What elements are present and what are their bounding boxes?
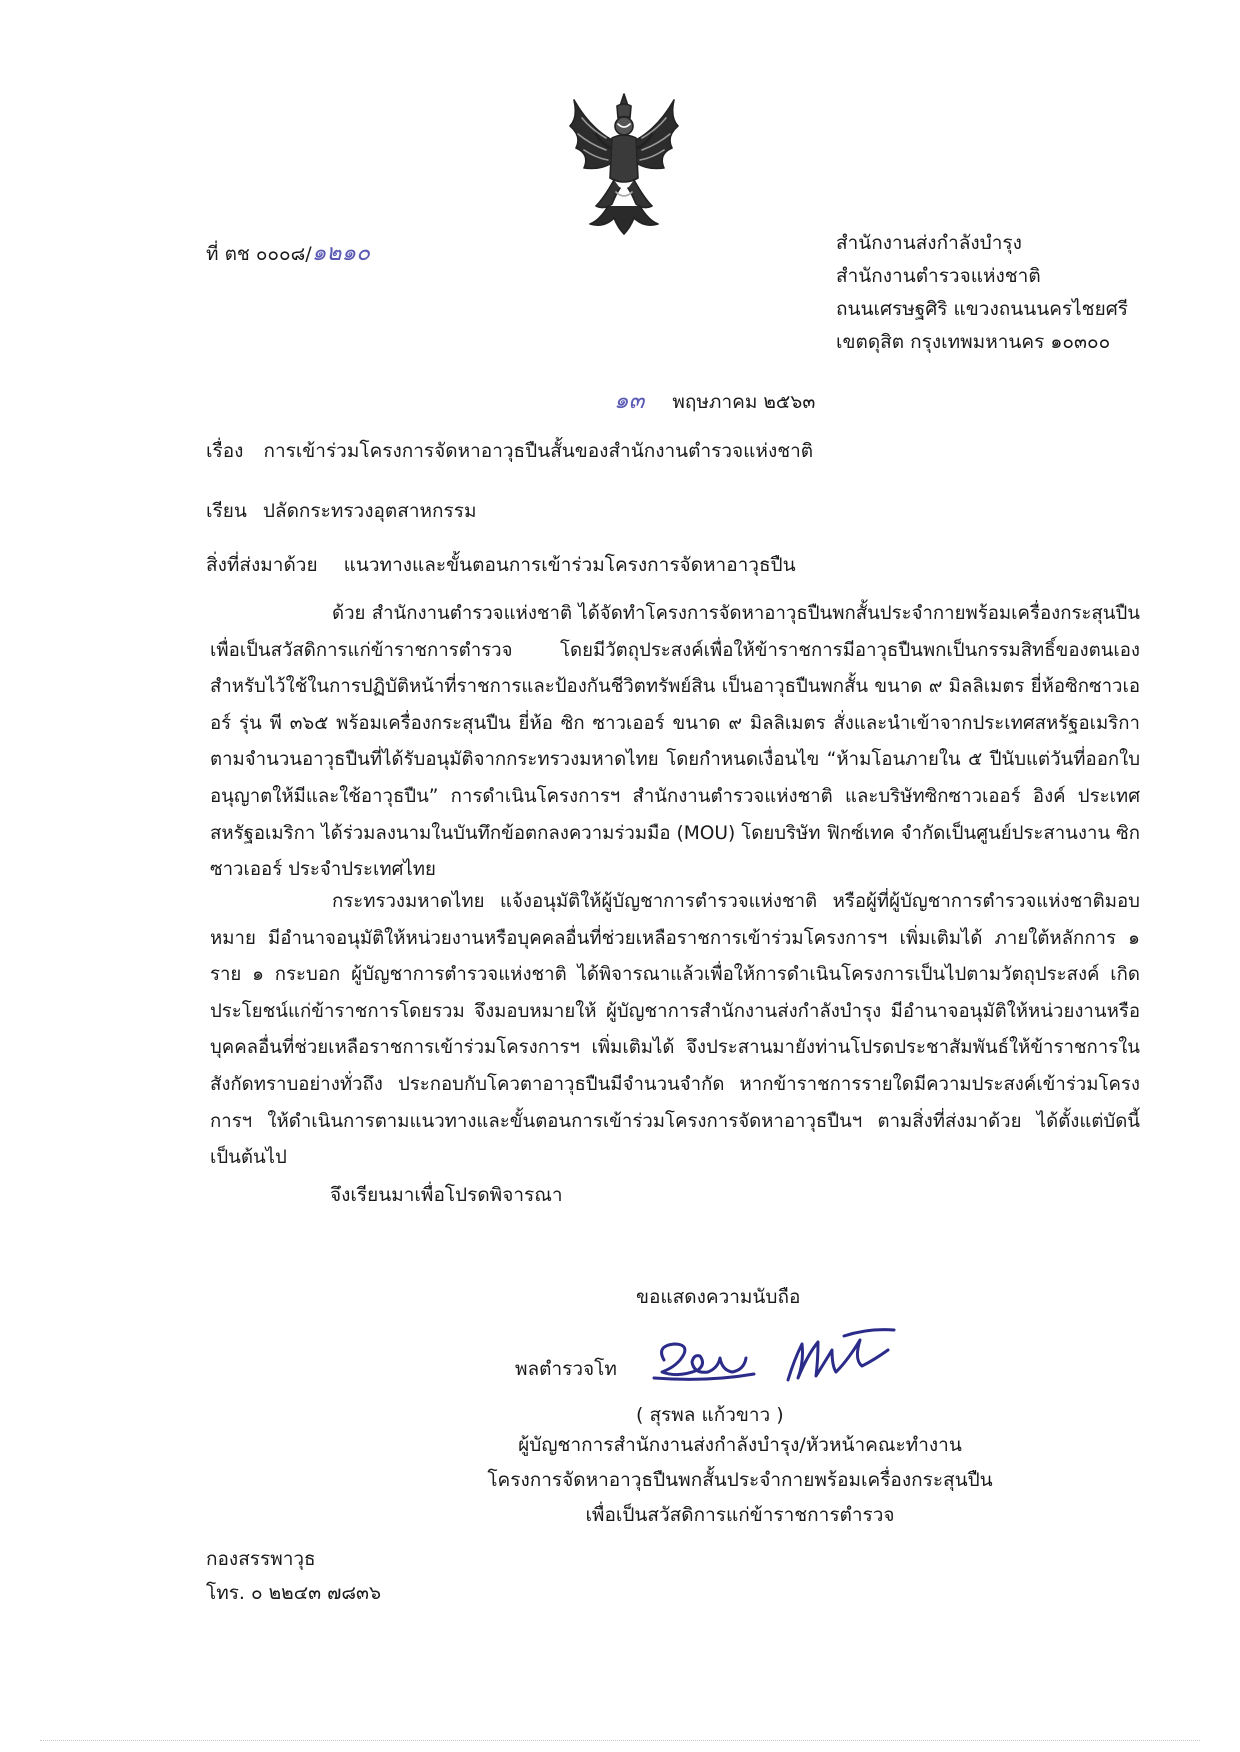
- salutation-line: [206, 500, 477, 522]
- subject-text: การเข้าร่วมโครงการจัดหาอาวุธปืนสั้นของสำนักงานตำรวจแห่งชาติ: [263, 440, 814, 462]
- address-line: สำนักงานตำรวจแห่งชาติ: [836, 265, 1041, 287]
- closing-salutation: ขอแสดงความนับถือ: [636, 1286, 801, 1308]
- closing-request: จึงเรียนมาเพื่อโปรดพิจารณา: [330, 1184, 563, 1206]
- enclosure-line: [206, 554, 796, 576]
- date-month-year: พฤษภาคม ๒๕๖๓: [672, 391, 816, 413]
- body-paragraph-text: ด้วย สำนักงานตำรวจแห่งชาติ ได้จัดทำโครงการจัดหาอาวุธปืนพกสั้นประจำกายพร้อมเครื่องกระสุนปืนเพื่อเป็นสวัสดิการแก่ข้าราชการตำรวจ โดยมีวัตถุประสงค์เพื่อให้ข้าราชการมีอาวุธปืนพกเป็นกรรมสิทธิ์ของตนเองสำหรับไว้ใช้ในการปฏิบัติหน้าที่ราชการและป้องกันชีวิตทรัพย์สิน เป็นอาวุธปืนพกสั้น ขนาด ๙ มิลลิเมตร ยี่ห้อซิกซาวเออร์ รุ่น พี ๓๖๕ พร้อมเครื่องกระสุนปืน ยี่ห้อ ซิก ซาวเออร์ ขนาด ๙ มิลลิเมตร สั่งและนำเข้าจากประเทศสหรัฐอเมริกา ตามจำนวนอาวุธปืนที่ได้รับอนุมัติจากกระทรวงมหาดไทย โดยกำหนดเงื่อนไข “ห้ามโอนภายใน ๕ ปีนับแต่วันที่ออกใบอนุญาตให้มีและใช้อาวุธปืน” การดำเนินโครงการฯ สำนักงานตำรวจแห่งชาติ และบริษัทซิกซาวเออร์ อิงค์ ประเทศสหรัฐอเมริกา ได้ร่วมลงนามในบันทึกข้อตกลงความร่วมมือ (MOU) โดยบริษัท ฟิกซ์เทค จำกัดเป็นศูนย์ประสานงาน ซิก ซาวเออร์ ประจำประเทศไทย: [210, 603, 1140, 881]
- salutation-text: ปลัดกระทรวงอุตสาหกรรม: [262, 500, 477, 522]
- sender-address: [836, 232, 1216, 364]
- salutation-label: เรียน: [206, 500, 247, 522]
- enclosure-text: แนวทางและขั้นตอนการเข้าร่วมโครงการจัดหาอาวุธปืน: [343, 554, 796, 576]
- signer-rank: พลตำรวจโท: [515, 1358, 617, 1380]
- body-paragraph-text: กระทรวงมหาดไทย แจ้งอนุมัติให้ผู้บัญชาการตำรวจแห่งชาติ หรือผู้ที่ผู้บัญชาการตำรวจแห่งชาติมอบหมาย มีอำนาจอนุมัติให้หน่วยงานหรือบุคคลอื่นที่ช่วยเหลือราชการเข้าร่วมโครงการฯ เพิ่มเติมได้ ภายใต้หลักการ ๑ ราย ๑ กระบอก ผู้บัญชาการตำรวจแห่งชาติ ได้พิจารณาแล้วเพื่อให้การดำเนินโครงการเป็นไปตามวัตถุประสงค์ เกิดประโยชน์แก่ข้าราชการโดยรวม จึงมอบหมายให้ ผู้บัญชาการสำนักงานส่งกำลังบำรุง มีอำนาจอนุมัติให้หน่วยงานหรือบุคคลอื่นที่ช่วยเหลือราชการเข้าร่วมโครงการฯ เพิ่มเติมได้ จึงประสานมายังท่านโปรดประชาสัมพันธ์ให้ข้าราชการในสังกัดทราบอย่างทั่วถึง ประกอบกับโควตาอาวุธปืนมีจำนวนจำกัด หากข้าราชการรายใดมีความประสงค์เข้าร่วมโครงการฯ ให้ดำเนินการตามแนวทางและขั้นตอนการเข้าร่วมโครงการจัดหาอาวุธปืนฯ ตามสิ่งที่ส่งมาด้วย ได้ตั้งแต่บัดนี้เป็นต้นไป: [210, 891, 1140, 1169]
- letter-date: [614, 390, 815, 413]
- reference-prefix: ที่ ตช ๐๐๐๘/: [206, 243, 312, 265]
- scan-edge-divider: [40, 1740, 1200, 1741]
- address-line: เขตดุสิต กรุงเทพมหานคร ๑๐๓๐๐: [836, 331, 1111, 353]
- address-line: ถนนเศรษฐศิริ แขวงถนนนครไชยศรี: [836, 298, 1128, 320]
- handwritten-signature: [648, 1320, 908, 1400]
- subject-line: [206, 440, 813, 462]
- department-name: กองสรรพาวุธ: [206, 1548, 316, 1570]
- body-paragraph-2: [210, 884, 1140, 1177]
- enclosure-label: สิ่งที่ส่งมาด้วย: [206, 554, 318, 576]
- reference-number: [206, 242, 370, 265]
- position-line: ผู้บัญชาการสำนักงานส่งกำลังบำรุง/หัวหน้าคณะทำงาน: [518, 1434, 962, 1456]
- subject-label: เรื่อง: [206, 440, 244, 462]
- address-line: สำนักงานส่งกำลังบำรุง: [836, 232, 1022, 254]
- reference-handwritten-number: ๑๒๑๐: [311, 240, 371, 266]
- body-paragraph-1: [210, 596, 1140, 889]
- department-phone: โทร. ๐ ๒๒๔๓ ๗๘๓๖: [206, 1582, 382, 1604]
- position-line: โครงการจัดหาอาวุธปืนพกสั้นประจำกายพร้อมเครื่องกระสุนปืน: [487, 1469, 993, 1491]
- date-day-handwritten: ๑๓: [614, 388, 645, 414]
- signer-name: ( สุรพล แก้วขาว ): [636, 1404, 784, 1426]
- garuda-emblem: [560, 88, 688, 238]
- position-line: เพื่อเป็นสวัสดิการแก่ข้าราชการตำรวจ: [585, 1504, 895, 1526]
- signer-positions: [440, 1428, 1040, 1533]
